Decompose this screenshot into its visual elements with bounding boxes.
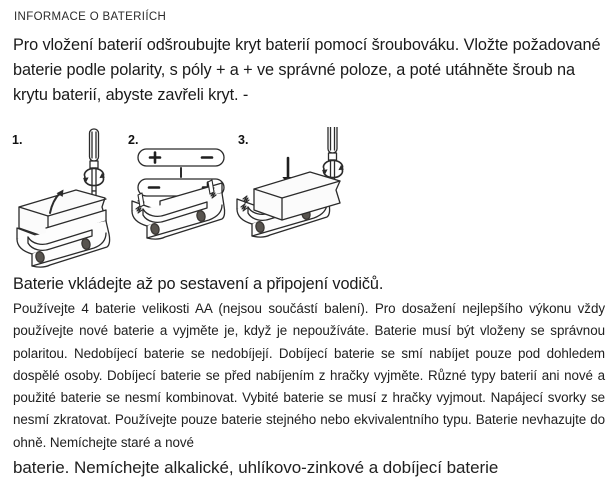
intro-paragraph: Pro vložení baterií odšroubujte kryt baterií pomocí šroubováku. Vložte požadované baterie podle polarity, s póly + a + ve správné poloze, a poté utáhněte šroub na krytu baterií, abyste zavřeli kryt. - (13, 36, 601, 104)
close-cover-illustration (232, 127, 422, 272)
fine-print-last-line: baterie. Nemíchejte alkalické, uhlíkovo-zinkové a dobíjecí baterie (13, 458, 499, 478)
step-number-1: 1. (12, 133, 23, 147)
step-number-3: 3. (238, 133, 249, 147)
fine-print-block (13, 298, 605, 481)
mid-heading: Baterie vkládejte až po sestavení a připojení vodičů. (13, 275, 384, 293)
fine-print-main-text: Používejte 4 baterie velikosti AA (nejsou součástí balení). Pro dosažení nejlepšího výkonu vždy používejte nové baterie a vyjměte je, když je nepoužíváte. Baterie musí být vloženy se správnou polaritou. Nedobíjecí baterie se nedobíjejí. Dobíjecí baterie se smí nabíjet pouze pod dohledem dospělé osoby. Dobíjecí baterie se před nabíjením z hračky vyjměte. Různé typy baterií ani nové a použité baterie se nesmí kombinovat. Vybité baterie se musí z hračky vyjmout. Napájecí svorky se nesmí zkratovat. Používejte pouze baterie stejného nebo ekvivalentního typu. Baterie nevhazujte do ohně. Nemíchejte staré a nové (13, 301, 605, 450)
step-number-2: 2. (128, 133, 139, 147)
page-title: INFORMACE O BATERIÍCH (14, 11, 167, 23)
figure-step-3-close-cover (232, 127, 422, 272)
instruction-figures (0, 127, 613, 272)
